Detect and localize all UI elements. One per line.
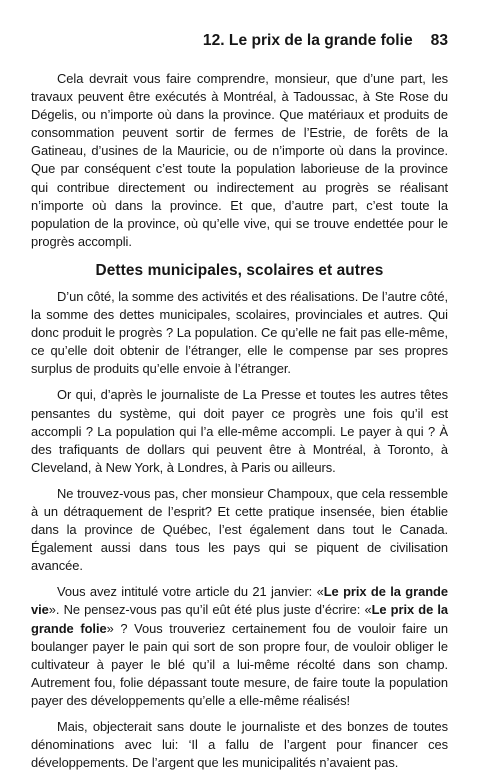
page-number: 83 <box>430 32 448 49</box>
paragraph-6: Mais, objecterait sans doute le journaliste et des bonzes de toutes dénominations avec lui: ‘Il a fallu de l’argent pour financer ces développements. De l’argent que les municipalités n’avaient pas. <box>31 719 448 771</box>
quoted-title-bold-1: Le prix de la grande vie <box>31 584 448 618</box>
paragraph-5-text-a: Vous avez intitulé votre article du 21 janvier: « <box>57 584 324 600</box>
book-page <box>31 32 448 772</box>
running-header <box>31 32 448 54</box>
section-heading: Dettes municipales, scolaires et autres <box>95 261 384 279</box>
paragraph-3: Or qui, d’après le journaliste de La Presse et toutes les autres têtes pensantes du système, qui doit payer ce progrès une fois qu’il est accompli ? La population qui l’a elle-même accompli. Le payer à qui ? À des trafiquants de dollars qui peuvent être à Montréal, à Toronto, à Cleveland, à New York, à Londres, à Paris ou ailleurs. <box>31 387 448 475</box>
paragraph-1: Cela devrait vous faire comprendre, monsieur, que d’une part, les travaux peuvent être exécutés à Montréal, à Tadoussac, à Ste Rose du Dégelis, ou n’importe où dans la province. Que matériaux et produits de consommation peuvent sortir de fermes de l’Estrie, de forêts de la Gatineau, d’usines de la Mauricie, ou de n’importe où dans la province. Que par conséquent c’est toute la population laborieuse de la province qui contribue directement ou indirectement au progrès se réalisant n’importe où dans la province. Et que, d’autre part, c’est toute la population de la province, où qu’elle vive, qui se trouve endettée pour le progrès accompli. <box>31 71 448 249</box>
paragraph-5 <box>31 583 448 710</box>
paragraph-4: Ne trouvez-vous pas, cher monsieur Champoux, que cela ressemble à un détraquement de l’esprit? Et cette pratique insensée, bien établie dans la province de Québec, l’est également dans tout le Canada. Également aussi dans tous les pays qui se piquent de civilisation avancée. <box>31 485 448 574</box>
chapter-title: 12. Le prix de la grande folie <box>202 32 413 49</box>
quoted-title-bold-2: Le prix de la grande folie <box>31 602 448 636</box>
paragraph-2: D’un côté, la somme des activités et des réalisations. De l’autre côté, la somme des dettes municipales, scolaires, provinciales et autres. Qui donc produit le progrès ? La population. Ce qu’elle ne fait pas elle-même, ce qu’elle doit obtenir de l’étranger, elle le compense par ses propres surplus de produits qu’elle envoie à l’étranger. <box>31 288 448 377</box>
paragraph-5-text-b: ». Ne pensez-vous pas qu’il eût été plus juste d’écrire: « <box>48 602 372 618</box>
paragraph-5-text-c: » ? Vous trouveriez certainement fou de vouloir faire un boulanger payer le pain qui sort de son propre four, de vouloir obliger le cultivateur à payer le blé qu’il a lui-même récolté dans son champ. Autrement fou, folie dépassant toute mesure, de faire toute la population payer des développements qu’elle a elle-même réalisés! <box>31 620 448 708</box>
